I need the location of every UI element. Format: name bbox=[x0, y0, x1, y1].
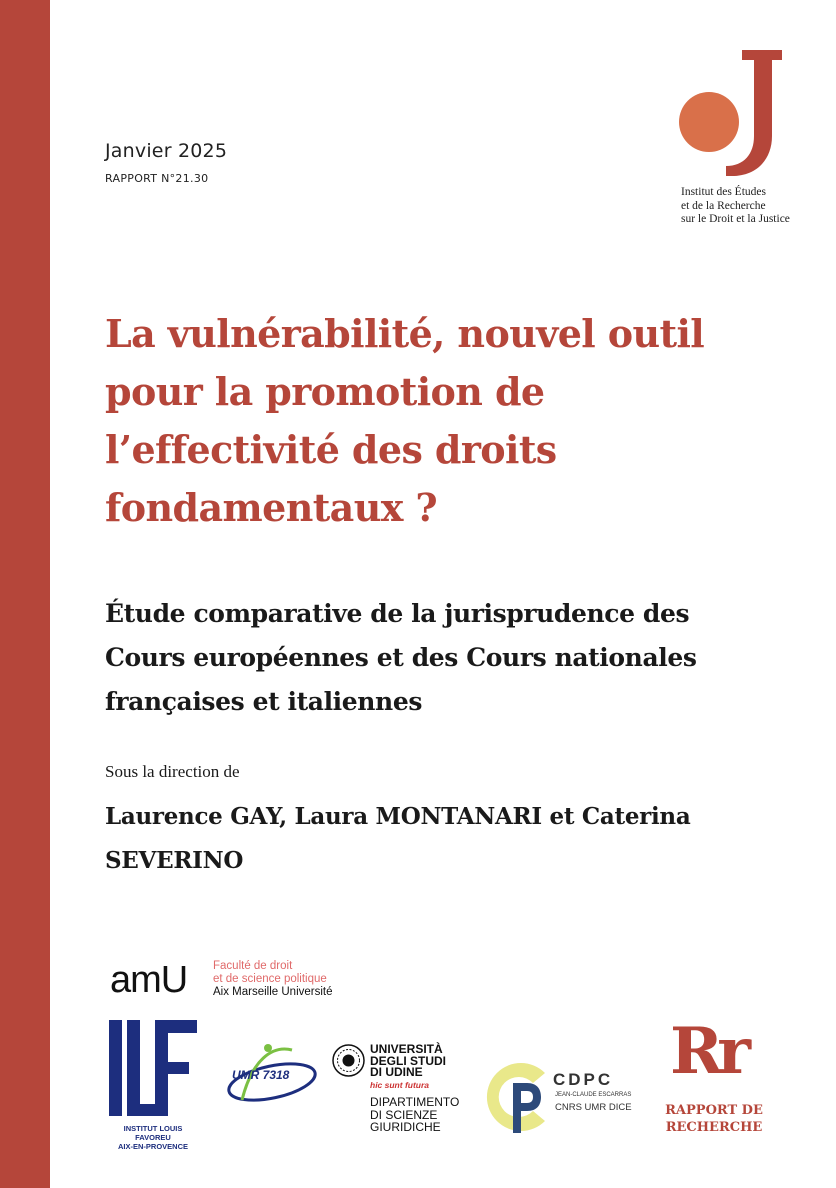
udine-motto: hic sunt futura bbox=[370, 1080, 430, 1090]
udine-logo bbox=[332, 1044, 477, 1139]
amu-mark: amU bbox=[110, 959, 188, 1001]
report-number: RAPPORT N°21.30 bbox=[105, 172, 209, 185]
udine-department: DIPARTIMENTO DI SCIENZE GIURIDICHE bbox=[370, 1095, 460, 1134]
ierdj-logo-icon bbox=[676, 50, 786, 176]
udine-seal-icon bbox=[332, 1044, 365, 1077]
umr-label: UMR 7318 bbox=[232, 1068, 290, 1082]
rapport-recherche-logo bbox=[664, 1012, 784, 1142]
report-subtitle: Étude comparative de la jurisprudence des Cours européennes et des Cours nationales françaises et italiennes bbox=[105, 599, 697, 716]
umr-logo bbox=[222, 1040, 320, 1115]
rr-label: RAPPORT DE RECHERCHE bbox=[665, 1103, 763, 1135]
report-title: La vulnérabilité, nouvel outil pour la promotion de l’effectivité des droits fondamentaux ? bbox=[105, 311, 705, 530]
direction-label: Sous la direction de bbox=[105, 762, 240, 781]
cdpc-subtitle-2: CNRS UMR DICE bbox=[555, 1102, 632, 1113]
cdpc-logo bbox=[483, 1055, 643, 1137]
amu-faculty: Faculté de droit et de science politique bbox=[213, 960, 327, 985]
cdpc-subtitle-1: JEAN-CLAUDE ESCARRAS bbox=[555, 1092, 632, 1098]
ilf-text: INSTITUT LOUIS FAVOREU AIX-EN-PROVENCE bbox=[117, 1124, 188, 1151]
cdpc-mark-icon bbox=[483, 1055, 553, 1137]
rr-mark: Rr bbox=[670, 1014, 745, 1089]
cdpc-title: CDPC bbox=[553, 1070, 614, 1089]
authors: Laurence GAY, Laura MONTANARI et Caterina SEVERINO bbox=[105, 803, 691, 874]
publication-date: Janvier 2025 bbox=[105, 140, 228, 162]
ilf-logo bbox=[107, 1018, 202, 1151]
institute-name: Institut des Études et de la Recherche sur le Droit et la Justice bbox=[681, 186, 790, 225]
ilf-mark-icon bbox=[107, 1018, 199, 1122]
amu-logo bbox=[110, 955, 350, 1005]
udine-name: UNIVERSITÀ DEGLI STUDI DI UDINE bbox=[370, 1042, 447, 1079]
left-color-stripe bbox=[0, 0, 50, 1188]
amu-university: Aix Marseille Université bbox=[213, 986, 333, 998]
